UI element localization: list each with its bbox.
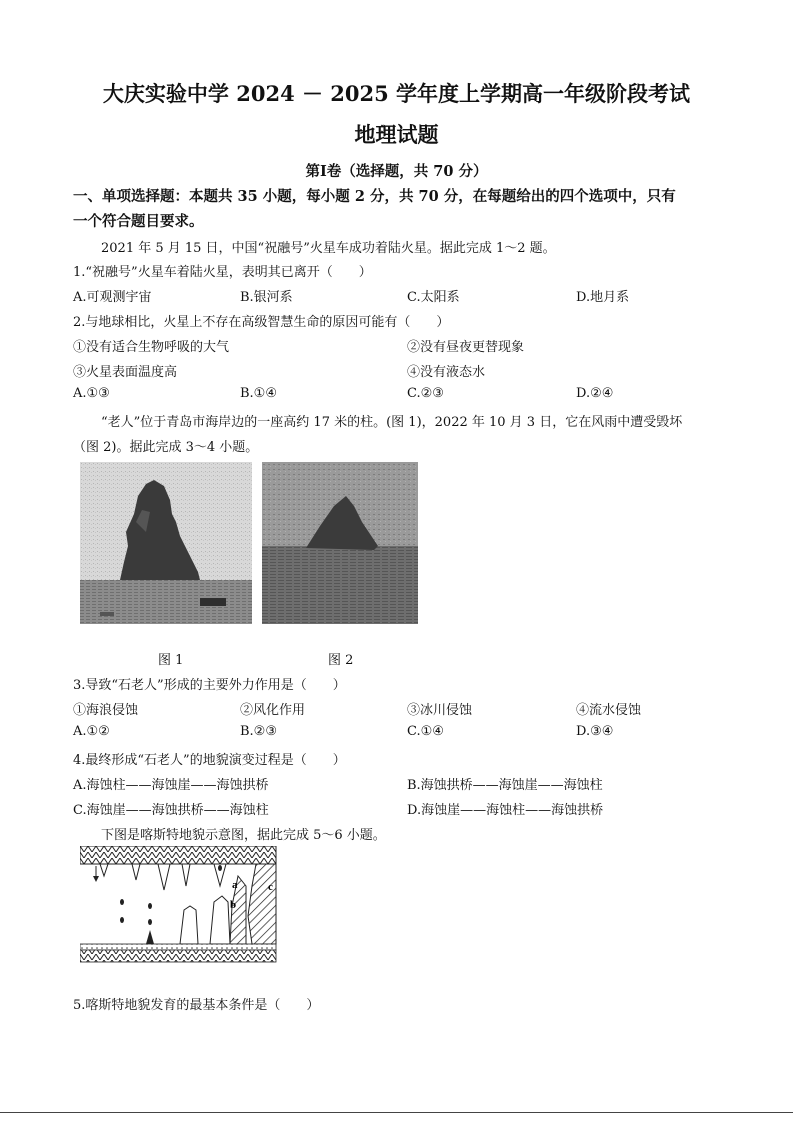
material-3: 下图是喀斯特地貌示意图，据此完成 5～6 小题。	[101, 828, 386, 843]
q2-item-1: ①没有适合生物呼吸的大气	[73, 340, 230, 355]
material-1: 2021 年 5 月 15 日，中国“祝融号”火星车成功着陆火星。据此完成 1～2 题。	[101, 241, 556, 256]
figure-2-caption: 图 2	[328, 653, 354, 668]
q2-item-2: ②没有昼夜更替现象	[407, 340, 525, 355]
page-bottom-rule	[0, 1112, 793, 1113]
figure-1-caption: 图 1	[158, 653, 184, 668]
section-instruction-line1: 一、单项选择题：本题共 35 小题，每小题 2 分，共 70 分，在每题给出的四个选项中，只有	[73, 188, 676, 205]
diagram-label-c: c	[268, 881, 273, 893]
q4-option-a: A.海蚀柱——海蚀崖——海蚀拱桥	[73, 778, 269, 793]
q4-option-d: D.海蚀崖——海蚀柱——海蚀拱桥	[407, 803, 604, 818]
q4-option-c: C.海蚀崖——海蚀拱桥——海蚀柱	[73, 803, 269, 818]
diagram-label-b: b	[230, 899, 237, 911]
q2-item-3: ③火星表面温度高	[73, 365, 178, 380]
q3-item-2: ②风化作用	[240, 703, 306, 718]
q2-option-d: D.②④	[576, 386, 614, 401]
q1-stem: 1.“祝融号”火星车着陆火星，表明其已离开（ ）	[73, 265, 372, 280]
q1-option-d: D.地月系	[576, 290, 630, 305]
q4-option-b: B.海蚀拱桥——海蚀崖——海蚀柱	[407, 778, 603, 793]
diagram-label-a: a	[232, 879, 238, 891]
q3-option-d: D.③④	[576, 724, 614, 739]
q2-option-c: C.②③	[407, 386, 444, 401]
q2-option-b: B.①④	[240, 386, 277, 401]
q1-option-b: B.银河系	[240, 290, 293, 305]
part-title: 第Ⅰ卷（选择题，共 70 分）	[305, 163, 488, 180]
subject-title: 地理试题	[354, 122, 439, 147]
q2-item-4: ④没有液态水	[407, 365, 486, 380]
sea-stack-photo-2	[262, 462, 418, 624]
q3-option-a: A.①②	[73, 724, 110, 739]
exam-title: 大庆实验中学 2024 － 2025 学年度上学期高一年级阶段考试	[102, 81, 691, 106]
material-2-line1: “老人”位于青岛市海岸边的一座高约 17 米的柱。(图 1)，2022 年 10 月 3 日，它在风雨中遭受毁坏	[101, 415, 683, 430]
q1-option-c: C.太阳系	[407, 290, 460, 305]
q3-item-4: ④流水侵蚀	[576, 703, 642, 718]
karst-landform-diagram	[80, 846, 286, 966]
q1-option-a: A.可观测宇宙	[73, 290, 152, 305]
q3-option-b: B.②③	[240, 724, 277, 739]
q3-stem: 3.导致“石老人”形成的主要外力作用是（ ）	[73, 678, 346, 693]
q3-option-c: C.①④	[407, 724, 444, 739]
q2-option-a: A.①③	[73, 386, 110, 401]
section-instruction-line2: 一个符合题目要求。	[73, 213, 204, 230]
q4-stem: 4.最终形成“石老人”的地貌演变过程是（ ）	[73, 753, 346, 768]
q5-stem: 5.喀斯特地貌发育的最基本条件是（ ）	[73, 998, 320, 1013]
q3-item-1: ①海浪侵蚀	[73, 703, 139, 718]
material-2-line2: （图 2)。据此完成 3～4 小题。	[73, 440, 259, 455]
sea-stack-photo-1	[80, 462, 252, 624]
q2-stem: 2.与地球相比，火星上不存在高级智慧生命的原因可能有（ ）	[73, 315, 450, 330]
q3-item-3: ③冰川侵蚀	[407, 703, 473, 718]
